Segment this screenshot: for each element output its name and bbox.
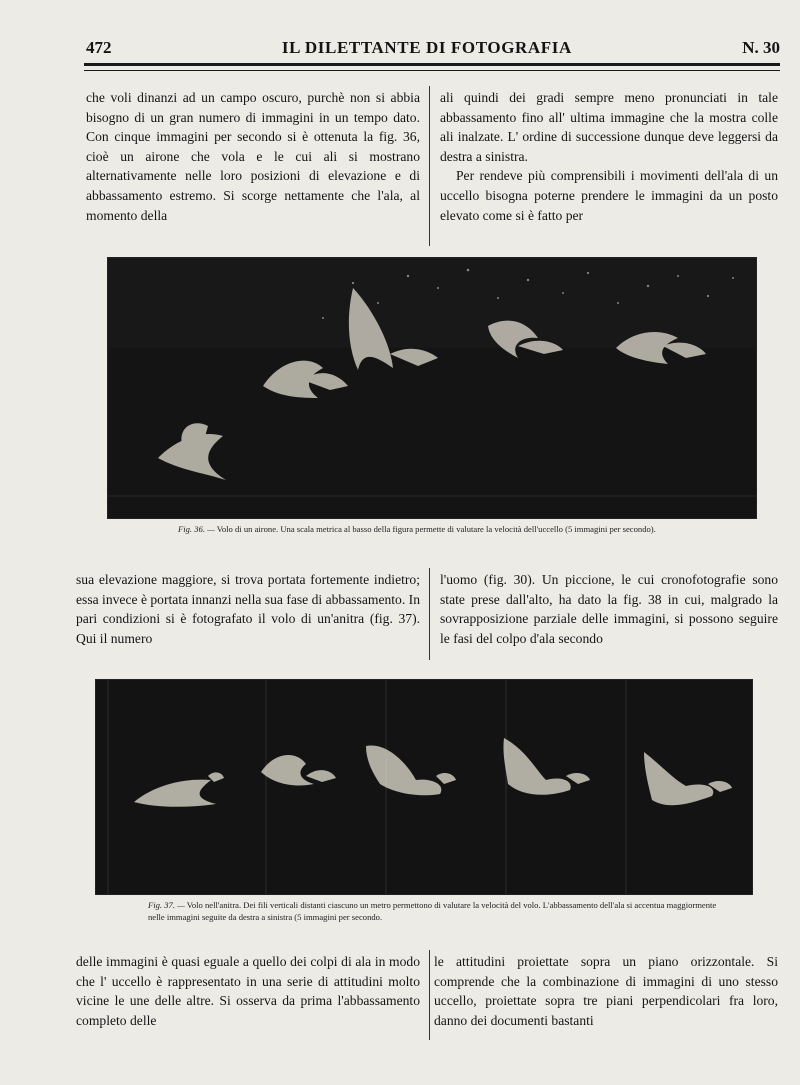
header-rule-thick xyxy=(84,63,780,66)
paragraph: l'uomo (fig. 30). Un piccione, le cui cronofotografie sono state prese dall'alto, ha dato la fig. 38 in cui, malgrado la sovrapposizione parziale delle immagini, si possono seguire le fasi del colpo d'ala secondo xyxy=(440,572,778,646)
issue-number: N. 30 xyxy=(742,38,780,57)
header-rule-thin xyxy=(84,70,780,71)
text-column-left-1 xyxy=(86,88,420,225)
figure-37-caption xyxy=(148,900,732,923)
paragraph: delle immagini è quasi eguale a quello dei colpi di ala in modo che l' uccello è rappresentato in una serie di attitudini molto vicine le une delle altre. Si osserva da prima l'abbassamento completo delle xyxy=(76,954,420,1028)
paragraph: ali quindi dei gradi sempre meno pronunciati in tale abbassamento fino all' ultima immagine che la mostra colle ali inalzate. L' ordine di successione dunque deve leggersi da destra a sinistra. xyxy=(440,90,778,164)
heron-flight-image xyxy=(108,258,756,518)
page-header xyxy=(86,38,780,62)
figure-label: Fig. 37. — xyxy=(148,900,185,910)
figure-label: Fig. 36. — xyxy=(178,524,215,534)
paragraph: Per rendeve più comprensibili i movimenti dell'ala di un uccello bisogna poterne prendere le immagini da un posto elevato come si è fatto per xyxy=(440,168,778,223)
figure-36-heron-photograph xyxy=(108,258,756,518)
paragraph: che voli dinanzi ad un campo oscuro, purchè non si abbia bisogno di un gran numero di immagini in un tempo dato. Con cinque immagini per secondo si è ottenuta la fig. 36, cioè un airone che vola e le cui ali si mostrano alternativamente nelle loro posizioni di elevazione e di abbassamento estremo. Si scorge nettamente che l'ala, al momento della xyxy=(86,90,420,223)
text-column-right-3 xyxy=(434,952,778,1030)
text-column-right-2 xyxy=(440,570,778,648)
column-divider xyxy=(429,86,430,246)
text-column-left-3 xyxy=(76,952,420,1030)
paragraph: le attitudini proiettate sopra un piano orizzontale. Si comprende che la combinazione di immagini di uno stesso uccello, proiettate sopra tre piani perpendicolari fra loro, danno dei documenti bastanti xyxy=(434,954,778,1028)
figure-37-duck-photograph xyxy=(96,680,752,894)
figure-36-caption xyxy=(178,524,738,536)
caption-text: Volo di un airone. Una scala metrica al basso della figura permette di valutare la velocità dell'uccello (5 immagini per secondo). xyxy=(216,524,656,534)
caption-text: Volo nell'anitra. Dei fili verticali distanti ciascuno un metro permettono di valutare la velocità del volo. L'abbassamento dell'ala si accentua maggiormente nelle immagini seguite da destra a sinistra (5 immagini per secondo. xyxy=(148,900,717,922)
duck-flight-image xyxy=(96,680,752,894)
paragraph: sua elevazione maggiore, si trova portata fortemente indietro; essa invece è portata innanzi nella sua fase di abbassamento. In pari condizioni si è fotografato il volo di un'anitra (fig. 37). Qui il numero xyxy=(76,572,420,646)
column-divider xyxy=(429,568,430,660)
text-column-right-1 xyxy=(440,88,778,225)
page-number: 472 xyxy=(86,38,112,57)
column-divider xyxy=(429,950,430,1040)
running-title: IL DILETTANTE DI FOTOGRAFIA xyxy=(281,38,572,57)
text-column-left-2 xyxy=(76,570,420,648)
